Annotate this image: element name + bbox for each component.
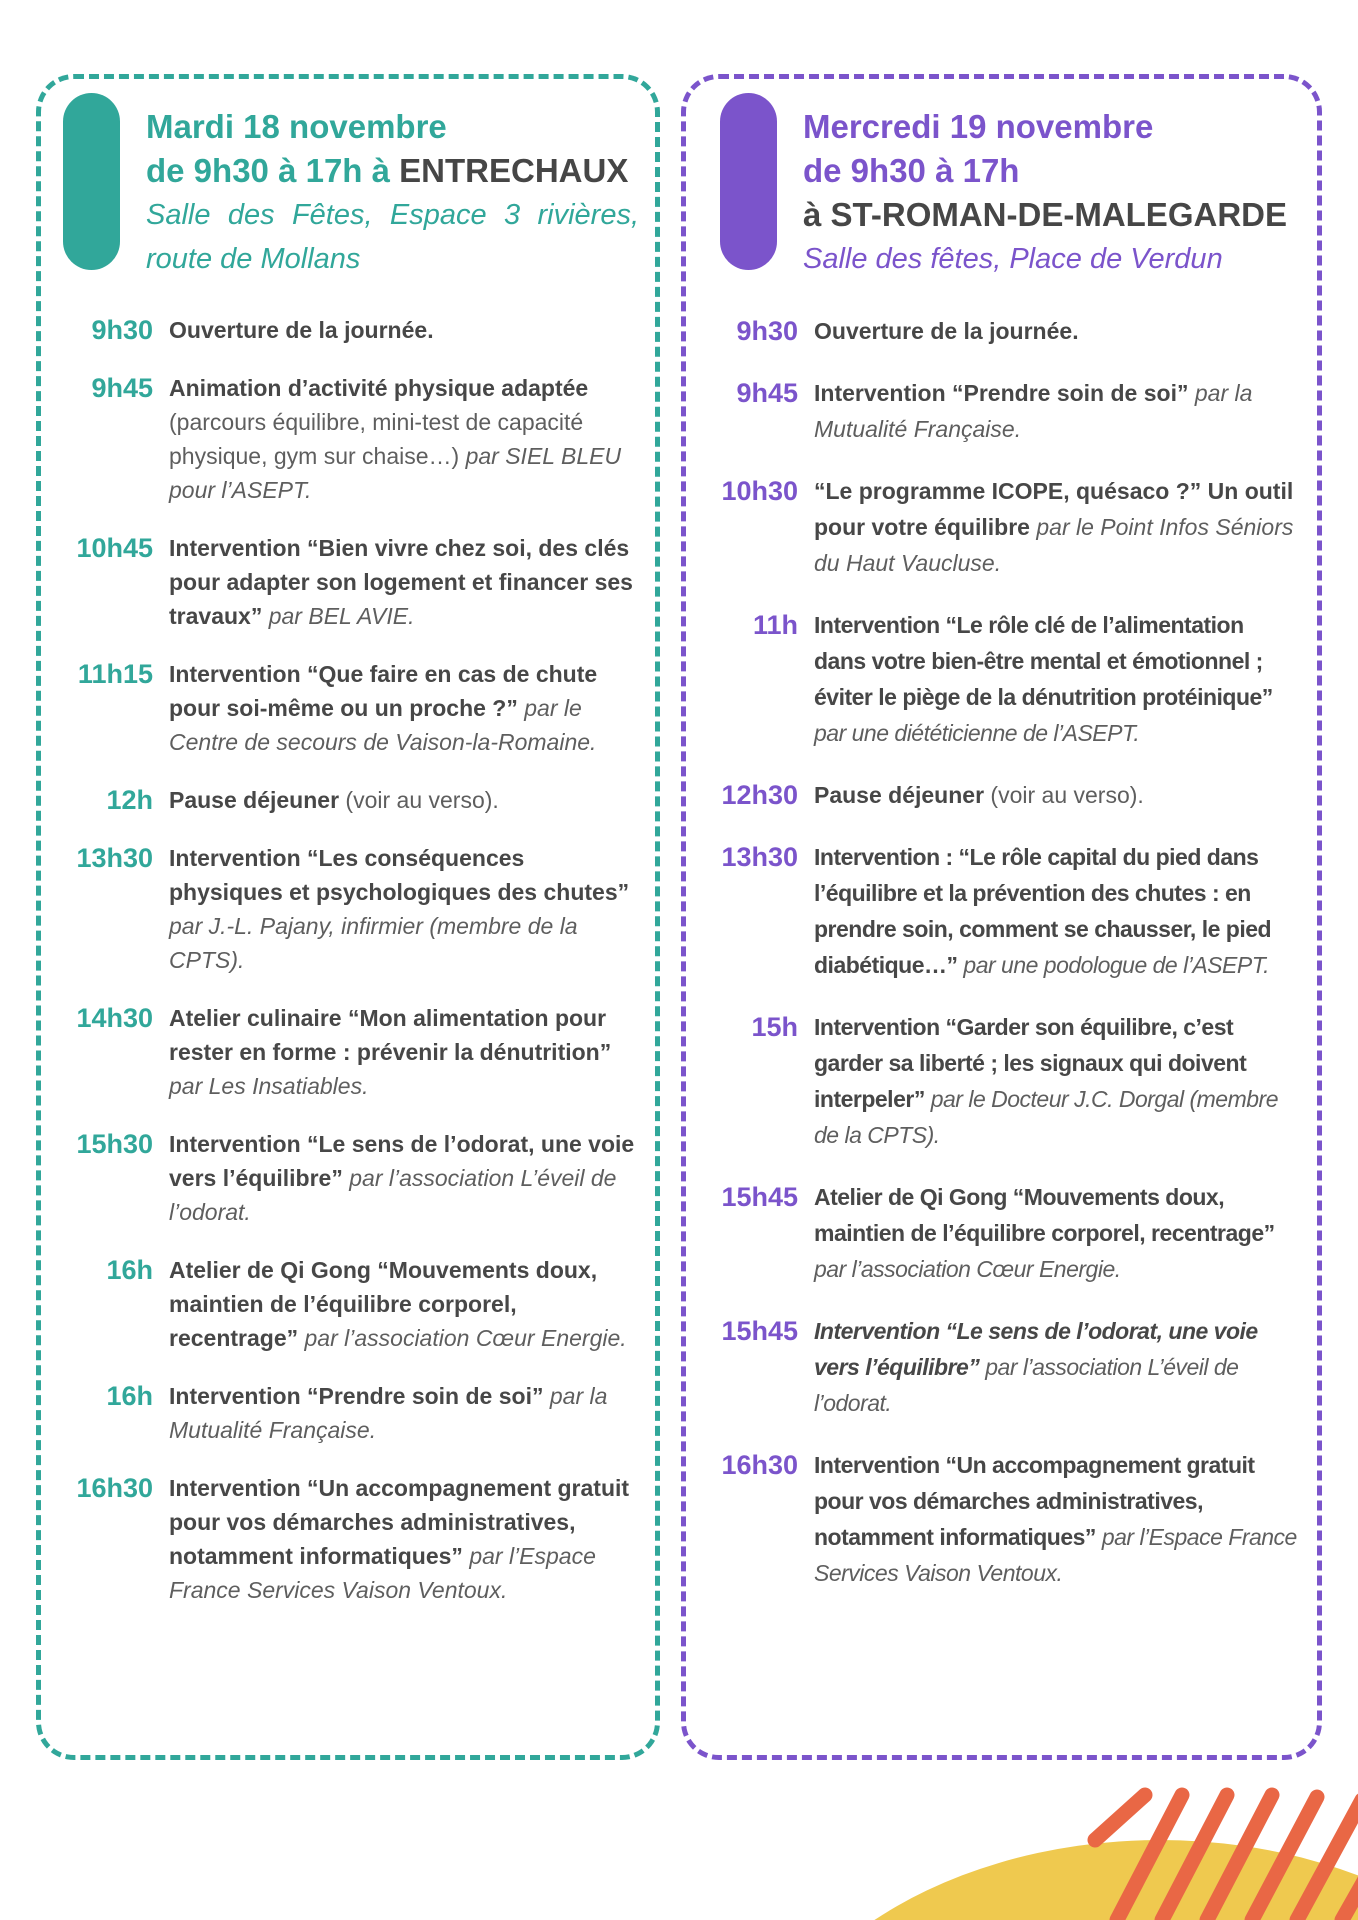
schedule-event xyxy=(706,607,1301,751)
schedule-event xyxy=(706,313,1301,349)
event-text-segment: par l’Espace France Services Vaison Ventoux. xyxy=(814,1524,1297,1586)
event-time: 9h30 xyxy=(91,315,153,345)
event-description xyxy=(169,1253,639,1355)
event-text-segment: par l’association L’éveil de l’odorat. xyxy=(169,1165,617,1225)
tuesday-title: Mardi 18 novembre xyxy=(146,108,447,145)
orange-stripes-decoration xyxy=(1060,1770,1358,1920)
event-text-segment: Intervention “Prendre soin de soi” xyxy=(169,1383,550,1409)
event-description xyxy=(814,313,1301,349)
schedule-event xyxy=(61,313,639,347)
schedule-event xyxy=(61,1471,639,1607)
event-text-segment: Intervention “Les conséquences physiques et psychologiques des chutes” xyxy=(169,845,630,905)
event-text-segment: (voir au verso). xyxy=(345,787,499,813)
event-time: 16h xyxy=(106,1255,153,1285)
event-description xyxy=(169,1127,639,1229)
wednesday-header-text xyxy=(803,93,1301,281)
event-time: 10h30 xyxy=(721,476,798,506)
event-text-segment: Intervention “Le rôle clé de l’alimentation dans votre bien-être mental et émotionnel ; éviter le piège de la dénutrition protéinique” xyxy=(814,612,1273,710)
event-text-segment: par le Docteur J.C. Dorgal (membre de la CPTS). xyxy=(814,1086,1279,1148)
wednesday-venue: Salle des fêtes, Place de Verdun xyxy=(803,243,1223,275)
event-text-segment: par l’association Cœur Energie. xyxy=(304,1325,627,1351)
event-time: 15h45 xyxy=(721,1316,798,1346)
event-text-segment: Intervention “Bien vivre chez soi, des clés pour adapter son logement et financer ses travaux” xyxy=(169,535,633,629)
event-description xyxy=(169,371,639,507)
event-text-segment: Ouverture de la journée. xyxy=(814,318,1079,344)
tuesday-schedule xyxy=(61,313,639,1607)
event-description xyxy=(169,313,639,347)
event-time: 13h30 xyxy=(721,842,798,872)
event-text-segment: Intervention : “Le rôle capital du pied dans l’équilibre et la prévention des chutes : en prendre soin, comment se chausser, le pied diabétique…” xyxy=(814,844,1272,978)
wednesday-hours: de 9h30 à 17h xyxy=(803,152,1020,189)
event-description xyxy=(814,1009,1301,1153)
purple-pill-decoration xyxy=(720,93,777,270)
event-description xyxy=(169,531,639,633)
event-text-segment: Atelier de Qi Gong “Mouvements doux, maintien de l’équilibre corporel, recentrage” xyxy=(169,1257,598,1351)
event-description xyxy=(814,777,1301,813)
event-text-segment: Pause déjeuner xyxy=(169,787,346,813)
event-time: 13h30 xyxy=(76,843,153,873)
event-text-segment: par J.-L. Pajany, infirmier (membre de la CPTS). xyxy=(169,913,578,973)
event-time: 9h30 xyxy=(736,316,798,346)
event-text-segment: Ouverture de la journée. xyxy=(169,317,434,343)
event-description xyxy=(814,473,1301,581)
schedule-event xyxy=(61,531,639,633)
event-text-segment: par le Centre de secours de Vaison-la-Romaine. xyxy=(169,695,597,755)
tuesday-venue: Salle des Fêtes, Espace 3 rivières, route de Mollans xyxy=(146,199,639,275)
event-description xyxy=(169,841,639,977)
event-description xyxy=(814,1447,1301,1591)
event-time: 15h xyxy=(751,1012,798,1042)
event-text-segment: par l’association L’éveil de l’odorat. xyxy=(814,1354,1239,1416)
event-text-segment: (parcours équilibre, mini-test de capacité physique, gym sur chaise…) xyxy=(169,409,584,469)
event-text-segment: Intervention “Garder son équilibre, c’est garder sa liberté ; les signaux qui doivent interpeler” xyxy=(814,1014,1247,1112)
event-description xyxy=(814,1179,1301,1287)
event-time: 12h30 xyxy=(721,780,798,810)
schedule-event xyxy=(706,1313,1301,1421)
event-time: 16h xyxy=(106,1381,153,1411)
event-text-segment: Intervention “Un accompagnement gratuit pour vos démarches administratives, notamment informatiques” xyxy=(169,1475,630,1569)
teal-pill-decoration xyxy=(63,93,120,270)
schedule-event xyxy=(61,371,639,507)
event-text-segment: Pause déjeuner xyxy=(814,782,991,808)
event-description xyxy=(169,1471,639,1607)
event-text-segment: Atelier culinaire “Mon alimentation pour rester en forme : prévenir la dénutrition” xyxy=(169,1005,612,1065)
tuesday-header xyxy=(61,93,639,281)
schedule-event xyxy=(706,1179,1301,1287)
event-description xyxy=(169,1001,639,1103)
wednesday-header xyxy=(706,93,1301,281)
event-text-segment: Intervention “Que faire en cas de chute pour soi-même ou un proche ?” xyxy=(169,661,598,721)
wednesday-title: Mercredi 19 novembre xyxy=(803,108,1154,145)
event-text-segment: par BEL AVIE. xyxy=(268,603,415,629)
tuesday-subtitle xyxy=(146,149,639,193)
wednesday-location-name: à ST-ROMAN-DE-MALEGARDE xyxy=(803,196,1287,233)
schedule-event xyxy=(706,777,1301,813)
event-time: 11h xyxy=(752,610,798,640)
event-time: 11h15 xyxy=(77,659,153,689)
tuesday-hours: de 9h30 à 17h à xyxy=(146,152,390,189)
schedule-event xyxy=(706,375,1301,447)
event-text-segment: Animation d’activité physique adaptée xyxy=(169,375,589,401)
event-text-segment: par une podologue de l’ASEPT. xyxy=(963,952,1270,978)
day-card-tuesday xyxy=(36,74,660,1760)
event-text-segment: par le Point Infos Séniors du Haut Vaucluse. xyxy=(814,514,1294,576)
event-description xyxy=(169,783,639,817)
schedule-event xyxy=(706,839,1301,983)
event-time: 15h45 xyxy=(721,1182,798,1212)
event-time: 9h45 xyxy=(91,373,153,403)
event-time: 12h xyxy=(106,785,153,815)
event-text-segment: Atelier de Qi Gong “Mouvements doux, maintien de l’équilibre corporel, recentrage” xyxy=(814,1184,1275,1246)
event-text-segment: par la Mutualité Française. xyxy=(169,1383,608,1443)
schedule-event xyxy=(61,1379,639,1447)
event-time: 9h45 xyxy=(736,378,798,408)
event-text-segment: Intervention “Le sens de l’odorat, une voie vers l’équilibre” xyxy=(169,1131,635,1191)
schedule-event xyxy=(61,1127,639,1229)
schedule-event xyxy=(706,1009,1301,1153)
schedule-event xyxy=(706,473,1301,581)
event-text-segment: “Le programme ICOPE, quésaco ?” Un outil pour votre équilibre xyxy=(814,478,1294,540)
schedule-event xyxy=(61,1001,639,1103)
event-description xyxy=(169,657,639,759)
event-text-segment: Intervention “Un accompagnement gratuit pour vos démarches administratives, notamment informatiques” xyxy=(814,1452,1255,1550)
event-time: 14h30 xyxy=(76,1003,153,1033)
event-time: 10h45 xyxy=(76,533,153,563)
event-description xyxy=(814,375,1301,447)
event-description xyxy=(814,1313,1301,1421)
event-description xyxy=(814,607,1301,751)
event-text-segment: par la Mutualité Française. xyxy=(814,380,1253,442)
schedule-event xyxy=(61,841,639,977)
wednesday-schedule xyxy=(706,313,1301,1591)
schedule-event xyxy=(61,657,639,759)
event-text-segment: (voir au verso). xyxy=(990,782,1144,808)
tuesday-location-name: ENTRECHAUX xyxy=(399,152,629,189)
event-description xyxy=(814,839,1301,983)
event-time: 16h30 xyxy=(721,1450,798,1480)
event-text-segment: par Les Insatiables. xyxy=(169,1073,369,1099)
schedule-event xyxy=(61,1253,639,1355)
event-text-segment: par l’association Cœur Energie. xyxy=(814,1256,1121,1282)
schedule-event xyxy=(61,783,639,817)
tuesday-header-text xyxy=(146,93,639,281)
event-text-segment: par une diététicienne de l’ASEPT. xyxy=(814,720,1140,746)
event-text-segment: par SIEL BLEU pour l’ASEPT. xyxy=(169,443,622,503)
day-card-wednesday xyxy=(681,74,1322,1760)
event-time: 15h30 xyxy=(76,1129,153,1159)
event-description xyxy=(169,1379,639,1447)
event-time: 16h30 xyxy=(76,1473,153,1503)
schedule-event xyxy=(706,1447,1301,1591)
event-text-segment: Intervention “Prendre soin de soi” xyxy=(814,380,1195,406)
event-text-segment: Intervention “Le sens de l’odorat, une voie vers l’équilibre” xyxy=(814,1318,1258,1380)
event-text-segment: par l’Espace France Services Vaison Ventoux. xyxy=(169,1543,596,1603)
